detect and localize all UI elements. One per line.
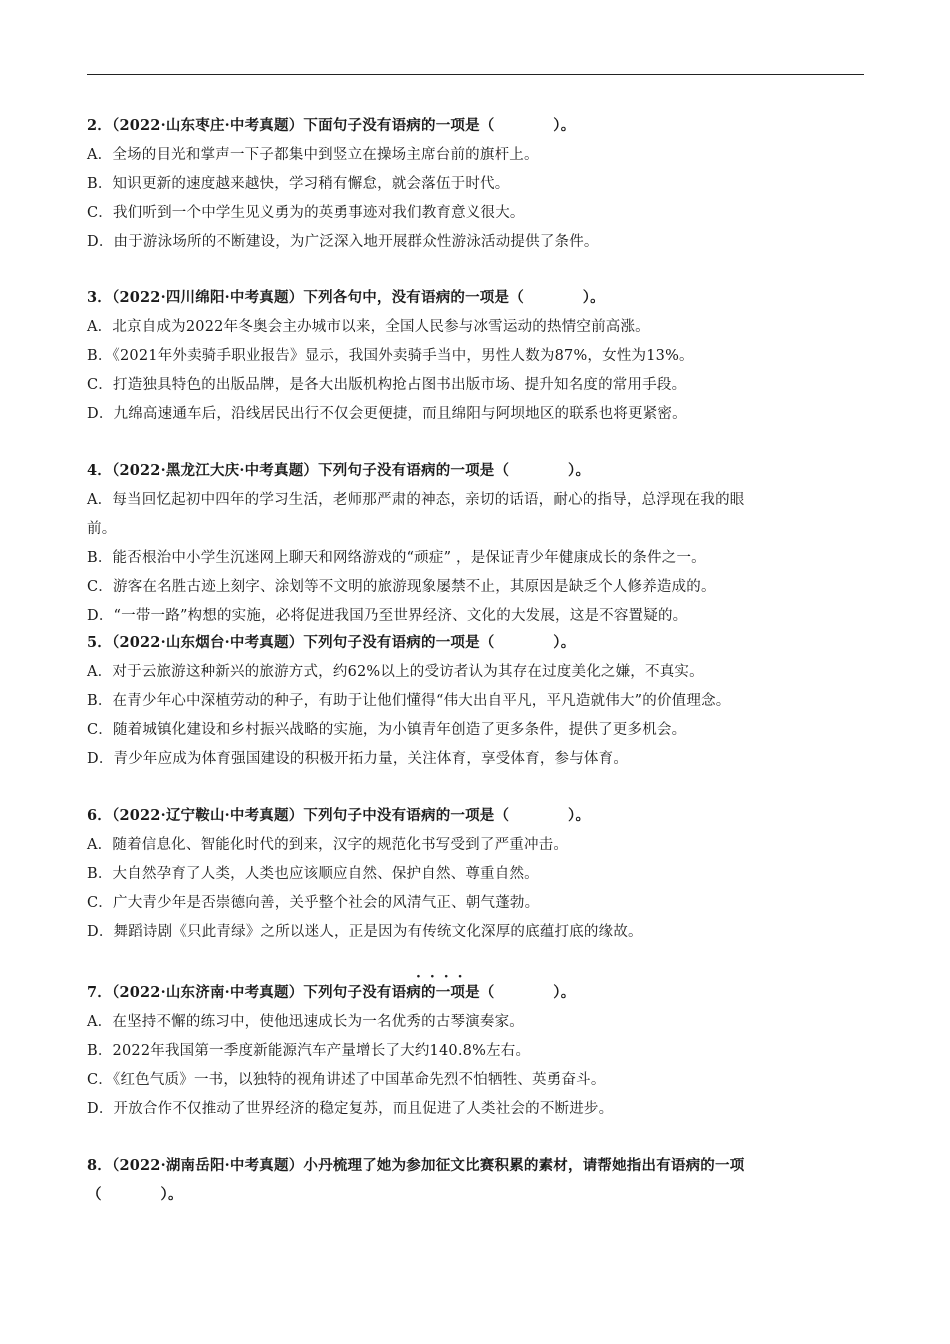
question-5-option-a: A．对于云旅游这种新兴的旅游方式，约62%以上的受访者认为其存在过度美化之嫌，不真实。 [87, 664, 704, 680]
question-3-option-a: A．北京自成为2022年冬奥会主办城市以来，全国人民参与冰雪运动的热情空前高涨。 [87, 319, 650, 335]
question-4-option-d: D．“一带一路”构想的实施，必将促进我国乃至世界经济、文化的大发展，这是不容置疑的。 [87, 608, 688, 624]
question-3-option-b: B．《2021年外卖骑手职业报告》显示，我国外卖骑手当中，男性人数为87%，女性为13%。 [87, 348, 694, 364]
emphasis-dots: ···· [416, 969, 472, 985]
question-3-option-d: D．九绵高速通车后，沿线居民出行不仅会更便捷，而且绵阳与阿坝地区的联系也将更紧密。 [87, 406, 687, 422]
question-7-option-c: C．《红色气质》一书，以独特的视角讲述了中国革命先烈不怕牺牲、英勇奋斗。 [87, 1072, 606, 1088]
question-7-stem: 7．（2022·山东济南·中考真题）下列句子没有语病的一项是（ ）。 [87, 984, 576, 1001]
question-4-option-b: B．能否根治中小学生沉迷网上聊天和网络游戏的“顽症” ，是保证青少年健康成长的条件之一。 [87, 550, 706, 566]
question-5-option-b: B．在青少年心中深植劳动的种子，有助于让他们懂得“伟大出自平凡，平凡造就伟大”的价值理念。 [87, 693, 731, 709]
question-7-option-d: D．开放合作不仅推动了世界经济的稳定复苏，而且促进了人类社会的不断进步。 [87, 1101, 614, 1117]
question-4-stem: 4．（2022·黑龙江大庆·中考真题）下列句子没有语病的一项是（ ）。 [87, 462, 591, 479]
question-8-stem-cont: （ ）。 [87, 1186, 183, 1203]
question-2-option-c: C．我们听到一个中学生见义勇为的英勇事迹对我们教育意义很大。 [87, 205, 525, 221]
question-4-option-a: A．每当回忆起初中四年的学习生活，老师那严肃的神态，亲切的话语，耐心的指导，总浮现在我的眼 [87, 492, 745, 508]
question-6-option-b: B．大自然孕育了人类，人类也应该顺应自然、保护自然、尊重自然。 [87, 866, 539, 882]
question-5-option-d: D．青少年应成为体育强国建设的积极开拓力量，关注体育，享受体育，参与体育。 [87, 751, 629, 767]
question-4-option-a-cont: 前。 [87, 521, 117, 537]
question-2-stem: 2．（2022·山东枣庄·中考真题）下面句子没有语病的一项是（ ）。 [87, 117, 576, 134]
question-5-option-c: C．随着城镇化建设和乡村振兴战略的实施，为小镇青年创造了更多条件，提供了更多机会。 [87, 722, 687, 738]
question-2-option-a: A．全场的目光和掌声一下子都集中到竖立在操场主席台前的旗杆上。 [87, 147, 539, 163]
question-6-option-d: D．舞蹈诗剧《只此青绿》之所以迷人，正是因为有传统文化深厚的底蕴打底的缘故。 [87, 924, 643, 940]
question-7-option-a: A．在坚持不懈的练习中，使他迅速成长为一名优秀的古琴演奏家。 [87, 1014, 524, 1030]
header-rule [87, 74, 864, 75]
question-7-option-b: B．2022年我国第一季度新能源汽车产量增长了大约140.8%左右。 [87, 1043, 531, 1059]
question-2-option-b: B．知识更新的速度越来越快，学习稍有懈怠，就会落伍于时代。 [87, 176, 510, 192]
question-8-stem: 8．（2022·湖南岳阳·中考真题）小丹梳理了她为参加征文比赛积累的素材，请帮她指出有语病的一项 [87, 1157, 745, 1174]
question-2-option-d: D．由于游泳场所的不断建设，为广泛深入地开展群众性游泳活动提供了条件。 [87, 234, 599, 250]
question-5-stem: 5．（2022·山东烟台·中考真题）下列句子没有语病的一项是（ ）。 [87, 634, 576, 651]
question-6-option-a: A．随着信息化、智能化时代的到来，汉字的规范化书写受到了严重冲击。 [87, 837, 569, 853]
question-4-option-c: C．游客在名胜古迹上刻字、涂划等不文明的旅游现象屡禁不止，其原因是缺乏个人修养造成的。 [87, 579, 716, 595]
question-3-stem: 3．（2022·四川绵阳·中考真题）下列各句中，没有语病的一项是（ ）。 [87, 289, 605, 306]
question-6-stem: 6．（2022·辽宁鞍山·中考真题）下列句子中没有语病的一项是（ ）。 [87, 807, 591, 824]
question-3-option-c: C．打造独具特色的出版品牌，是各大出版机构抢占图书出版市场、提升知名度的常用手段。 [87, 377, 687, 393]
question-6-option-c: C．广大青少年是否崇德向善，关乎整个社会的风清气正、朝气蓬勃。 [87, 895, 540, 911]
